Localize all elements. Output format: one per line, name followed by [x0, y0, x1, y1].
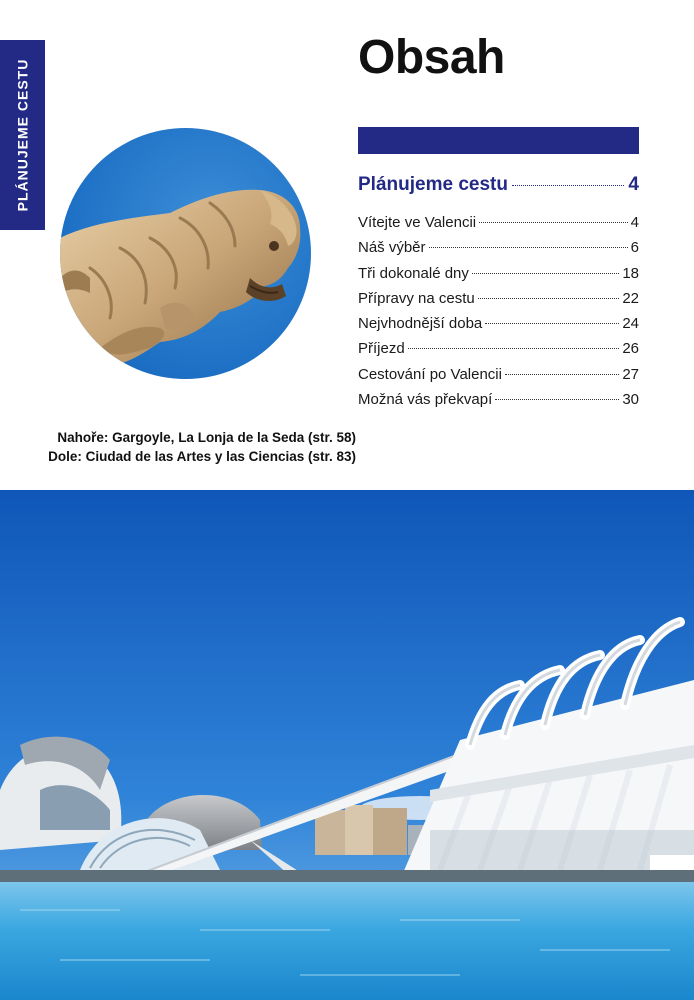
- toc-entry-label: Příjezd: [358, 340, 405, 358]
- toc-leader: [429, 247, 628, 248]
- toc-entry-page: 24: [622, 315, 639, 333]
- toc-entry-label: Tři dokonalé dny: [358, 264, 469, 282]
- toc-entry-page: 6: [630, 239, 639, 257]
- toc-entry-page: 26: [622, 340, 639, 358]
- toc-entry-page: 30: [622, 391, 639, 409]
- toc-entry[interactable]: [358, 340, 639, 365]
- toc-entry-page: 4: [630, 214, 639, 231]
- toc-entry[interactable]: [358, 290, 639, 315]
- toc-entry-label: Nejvhodnější doba: [358, 315, 483, 333]
- toc-entry-page: 27: [622, 365, 639, 383]
- toc-entry[interactable]: [358, 214, 639, 239]
- photo-caption: [48, 428, 356, 466]
- toc-leader: [495, 399, 619, 400]
- toc-leader: [485, 323, 619, 324]
- toc-entry-label: Možná vás překvapí: [358, 391, 493, 409]
- toc-leader: [512, 185, 624, 186]
- caption-top: Nahoře: Gargoyle, La Lonja de la Seda (str. 58): [57, 430, 356, 445]
- toc-entry-label: Přípravy na cestu: [358, 289, 475, 307]
- toc-leader: [505, 374, 619, 375]
- toc-entry-label: Cestování po Valencii: [358, 365, 502, 383]
- caption-bottom: Dole: Ciudad de las Artes y las Ciencias (str. 83): [48, 449, 356, 464]
- toc-entry[interactable]: [358, 391, 639, 416]
- page-title: Obsah: [358, 31, 505, 84]
- toc-entry-page: 22: [622, 289, 639, 307]
- toc-entry[interactable]: [358, 239, 639, 264]
- valencia-architecture-illustration: [0, 490, 694, 1000]
- toc-entry[interactable]: [358, 265, 639, 290]
- toc-entry-label: Náš výběr: [358, 239, 426, 257]
- table-of-contents: [358, 174, 639, 416]
- toc-entry-page: 18: [622, 264, 639, 282]
- toc-leader: [408, 348, 620, 349]
- toc-leader: [478, 298, 620, 299]
- toc-entry[interactable]: [358, 315, 639, 340]
- gargoyle-photo: [60, 128, 311, 379]
- toc-leader: [479, 222, 628, 223]
- toc-section-heading[interactable]: [358, 174, 639, 196]
- toc-entry-label: Vítejte ve Valencii: [358, 214, 477, 231]
- toc-entry[interactable]: [358, 366, 639, 391]
- city-of-arts-and-sciences-photo: [0, 490, 694, 1000]
- toc-leader: [472, 273, 619, 274]
- section-tab-label: PLÁNUJEME CESTU: [14, 58, 31, 212]
- toc-section-label: Plánujeme cestu: [358, 174, 508, 195]
- toc-section-page: 4: [628, 174, 639, 195]
- section-tab: [0, 40, 45, 230]
- title-bar: [358, 127, 639, 154]
- gargoyle-illustration: [60, 128, 311, 379]
